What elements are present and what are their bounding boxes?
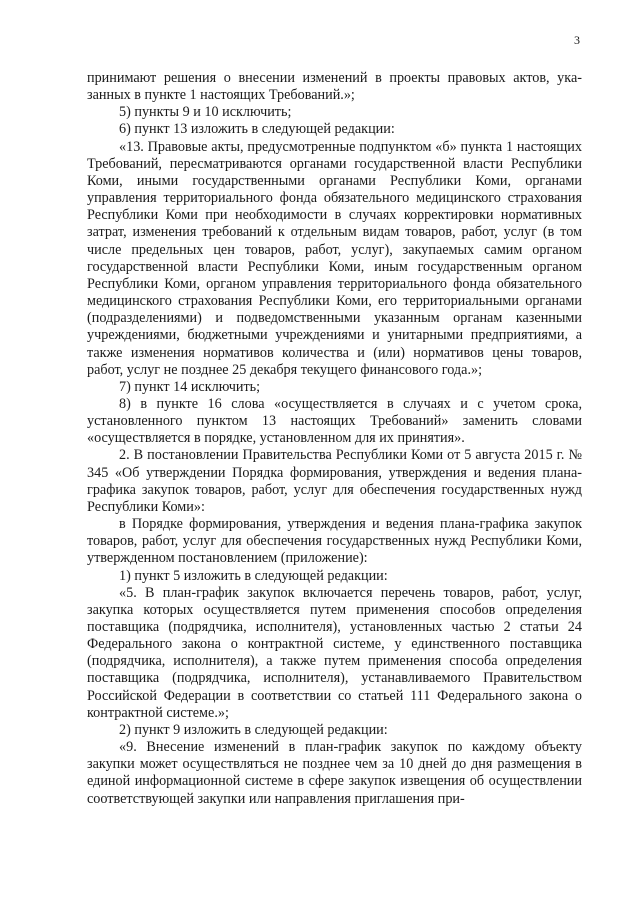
paragraph: «13. Правовые акты, предусмотренные подпунктом «б» пункта 1 настоящих Требований, пересматриваются органами государственной власти Республики Коми, иными государственными органами Республики Коми, органами управления территориального фонда обязательного медицинского страхования Республики Коми при необходимости в случаях корректировки нормативных затрат, изменения требований к отдельным видам товаров, работ, услуг (в том числе предельных цен товаров, работ, услуг), закупаемых самим органом государственной власти Республики Коми, иным государственным органом Республики Коми, органом управления территориального фонда обязательного медицинского страхования Республики Коми, его территориальными органами (подразделениями) и подведомственными указанным органам казенными учреждениями, бюджетными учреждениями и унитарными предприятиями, а также изменения нормативов количества и (или) нормативов цены товаров, работ, услуг не позднее 25 декабря текущего финансового года.»;	[87, 138, 582, 378]
paragraph: 5) пункты 9 и 10 исключить;	[119, 104, 292, 121]
paragraph: 7) пункт 14 исключить;	[119, 378, 261, 395]
paragraph: «5. В план-график закупок включается перечень товаров, работ, услуг, закупка которых осуществляется путем применения способов определения поставщика (подрядчика, исполнителя), установленных частью 2 статьи 24 Федерального закона о контрактной системе, у единственного поставщика (подрядчика, исполнителя), а также путем применения способа определения поставщика (подрядчика, исполнителя), устанавливаемого Правительством Российской Федерации в соответствии со статьей 111 Федерального закона о контрактной системе.»;	[87, 584, 582, 721]
paragraph: 8) в пункте 16 слова «осуществляется в случаях и с учетом срока, установленного пунктом 13 настоящих Требований» заменить словами «осуществляется в порядке, установленном для их принятия».	[87, 395, 582, 447]
document-body	[87, 70, 582, 808]
paragraph: 2) пункт 9 изложить в следующей редакции:	[119, 721, 388, 738]
page-number: 3	[574, 33, 580, 47]
paragraph: 6) пункт 13 изложить в следующей редакции:	[119, 121, 395, 138]
paragraph: 2. В постановлении Правительства Республики Коми от 5 августа 2015 г. № 345 «Об утверждении Порядка формирования, утверждения и ведения плана-графика закупок товаров, работ, услуг для обеспечения государственных нужд Республики Коми»:	[87, 447, 582, 515]
paragraph: принимают решения о внесении изменений в проекты правовых актов, указанных в пункте 1 настоящих Требований.»;	[87, 70, 582, 104]
paragraph: 1) пункт 5 изложить в следующей редакции:	[119, 567, 388, 584]
paragraph: «9. Внесение изменений в план-график закупок по каждому объекту закупки может осуществляться не позднее чем за 10 дней до дня размещения в единой информационной системе в сфере закупок извещения об осуществлении соответствующей закупки или направления приглашения при-	[87, 739, 582, 807]
paragraph: в Порядке формирования, утверждения и ведения плана-графика закупок товаров, работ, услуг для обеспечения государственных нужд Республики Коми, утвержденном постановлением (приложение):	[87, 516, 582, 567]
